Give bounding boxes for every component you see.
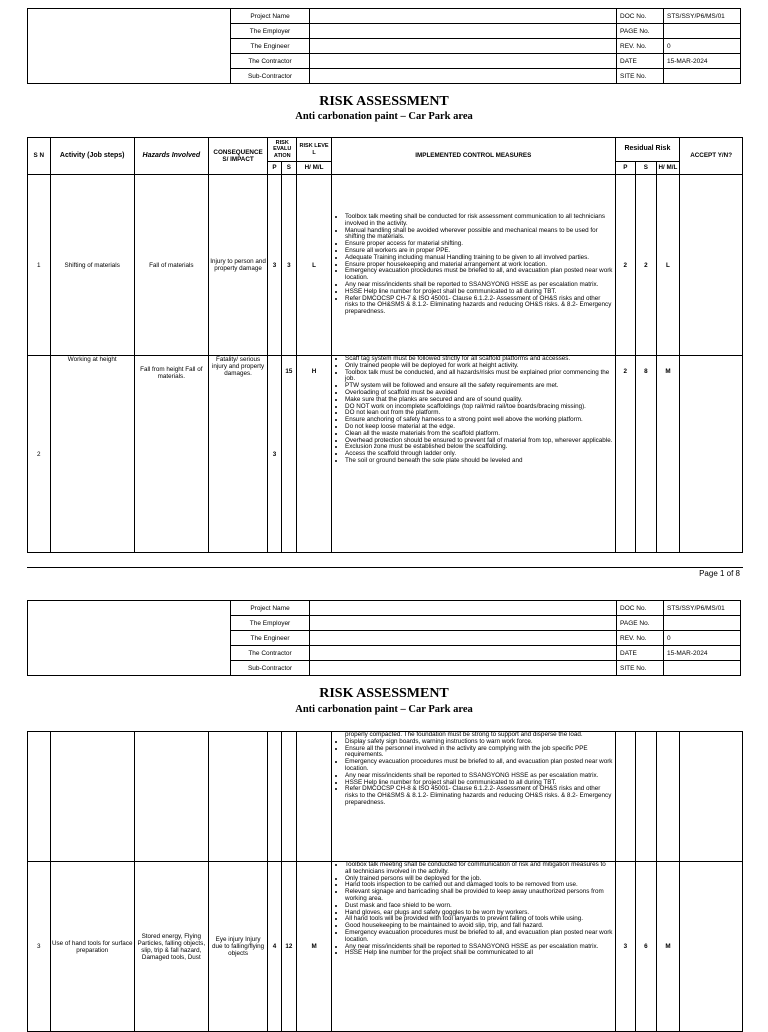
row-p: 4 bbox=[268, 862, 281, 1032]
row-residual-s: 6 bbox=[636, 862, 657, 1032]
col-accept: ACCEPT Y/N? bbox=[680, 138, 743, 175]
control-measure-item: • Only trained people will be deployed for work at height activity. bbox=[345, 363, 614, 370]
page-title: RISK ASSESSMENT bbox=[319, 686, 449, 701]
row-residual-s: 8 bbox=[636, 356, 657, 553]
header-key: SITE No. bbox=[617, 661, 664, 676]
col-hml: H/ M/L bbox=[297, 162, 332, 175]
row-hazards: Fall of materials bbox=[134, 175, 208, 356]
row-controls bbox=[332, 175, 616, 356]
row-accept bbox=[680, 356, 743, 553]
control-measure-item: • Emergency evacuation procedures must be briefed to all, and evacuation plan posted near work location. bbox=[345, 759, 614, 773]
header-value bbox=[310, 616, 617, 631]
row-level: M bbox=[297, 862, 332, 1032]
header-key-value: STS/SSY/P6/MS/01 bbox=[664, 601, 741, 616]
row-residual-p: 2 bbox=[615, 356, 636, 553]
row-residual-level: M bbox=[656, 356, 680, 553]
header-value bbox=[310, 646, 617, 661]
header-key: SITE No. bbox=[617, 69, 664, 84]
row-level: L bbox=[297, 175, 332, 356]
header-value bbox=[310, 69, 617, 84]
col-residual-p: P bbox=[615, 162, 636, 175]
control-measure-item: • HSSE Help line number for the project shall be communicated to all bbox=[345, 950, 614, 957]
row-s: 3 bbox=[281, 175, 296, 356]
row-activity: Use of hand tools for surface preparation bbox=[50, 862, 134, 1032]
row-p: 3 bbox=[268, 175, 281, 356]
risk-assessment-table-continued bbox=[27, 731, 743, 1032]
header-label: The Employer bbox=[231, 24, 310, 39]
col-consequence: CONSEQUENCE S/ IMPACT bbox=[208, 138, 268, 175]
control-measure-item: • All hand tools will be provided with tool lanyards to prevent falling of tools while using. bbox=[345, 916, 614, 923]
header-label: The Employer bbox=[231, 616, 310, 631]
control-measure-item: • Ensure proper access for material shifting. bbox=[345, 241, 614, 248]
control-measure-item: properly compacted. The foundation must be strong to support and disperse the load. bbox=[345, 731, 583, 738]
risk-assessment-table bbox=[27, 137, 743, 553]
header-key-value: 0 bbox=[664, 39, 741, 54]
control-measure-item: • Scaff tag system must be followed strictly for all scaffold platforms and accesses. bbox=[345, 356, 614, 363]
control-measure-item: • Hand gloves, ear plugs and safety goggles to be worn by workers. bbox=[345, 910, 614, 917]
control-measure-item: • HSSE Help line number for project shall be communicated to all during TBT. bbox=[345, 289, 614, 296]
table-row bbox=[28, 175, 743, 356]
logo-area bbox=[28, 9, 231, 84]
control-measure-item: • Manual handling shall be avoided wherever possible and mechanical means to be used for shifting the materials. bbox=[345, 228, 614, 242]
row-level: H bbox=[297, 356, 332, 553]
control-measure-item: • Adequate Training including manual Handling training to be given to all involved parties. bbox=[345, 255, 614, 262]
table-row bbox=[28, 356, 743, 553]
row-residual-s: 2 bbox=[636, 175, 657, 356]
header-value bbox=[310, 631, 617, 646]
col-p: P bbox=[268, 162, 281, 175]
row-consequence: Eye injury Injury due to falling/flying objects bbox=[208, 862, 268, 1032]
col-risk-evaluation: RISK EVALU ATION bbox=[268, 138, 297, 162]
col-residual-s: S bbox=[636, 162, 657, 175]
row-activity: Shifting of materials bbox=[50, 175, 134, 356]
header-key: REV. No. bbox=[617, 39, 664, 54]
header-key: DOC No. bbox=[617, 9, 664, 24]
header-key-value bbox=[664, 69, 741, 84]
page-subtitle: Anti carbonation paint – Car Park area bbox=[295, 111, 473, 122]
row-residual-p: 3 bbox=[615, 862, 636, 1032]
header-key: DOC No. bbox=[617, 601, 664, 616]
col-residual-hml: H/ M/L bbox=[656, 162, 680, 175]
control-measure-item: • Ensure all the personnel involved in the activity are complying with the job specific PPE requirements. bbox=[345, 746, 614, 760]
control-measure-item: • Good housekeeping to be maintained to avoid slip, trip, and fall hazard. bbox=[345, 923, 614, 930]
control-measure-item: • Any near miss/incidents shall be reported to SSANGYONG HSSE as per escalation matrix. bbox=[345, 282, 614, 289]
control-measure-item: • Hand tools inspection to be carried out and damaged tools to be removed from use. bbox=[345, 882, 614, 889]
col-hazards: Hazards Involved bbox=[134, 138, 208, 175]
control-measure-item: • PTW system will be followed and ensure all the safety requirements are met. bbox=[345, 383, 614, 390]
row-controls bbox=[332, 862, 616, 1032]
row-sn: 3 bbox=[28, 862, 51, 1032]
header-key-value bbox=[664, 661, 741, 676]
control-measure-item: • Ensure all workers are in proper PPE. bbox=[345, 248, 614, 255]
control-measure-item: • Toolbox talk meeting shall be conducted for risk assessment communication to all technicians involved in the activity. bbox=[345, 214, 614, 228]
header-row bbox=[28, 601, 741, 616]
row-residual-p: 2 bbox=[615, 175, 636, 356]
col-s: S bbox=[281, 162, 296, 175]
logo-area bbox=[28, 601, 231, 676]
page-title: RISK ASSESSMENT bbox=[319, 94, 449, 109]
page-number: Page 1 of 8 bbox=[699, 569, 740, 578]
control-measure-item: • Any near miss/incidents shall be reported to SSANGYONG HSSE as per escalation matrix. bbox=[345, 773, 614, 780]
header-value bbox=[310, 601, 617, 616]
header-value bbox=[310, 24, 617, 39]
header-key: REV. No. bbox=[617, 631, 664, 646]
control-measure-item: • Make sure that the planks are secured and are of sound quality. bbox=[345, 397, 614, 404]
control-measure-item: • DO NOT work on incomplete scaffoldings (top rail/mid rail/toe boards/bracing missing). bbox=[345, 404, 614, 411]
row-consequence: Injury to person and property damage bbox=[208, 175, 268, 356]
control-measure-item: • Ensure anchoring of safety harness to a strong point well above the working platform. bbox=[345, 417, 614, 424]
control-measure-item: • Refer DMCOCSP CH-7 & ISO 45001- Clause 6.1.2.2- Assessment of OH&S risks and other risks to the OH&SMS & 8.1.2- Eliminating hazards and reducing OH&S risks. & 8.2- Emergency preparedness. bbox=[345, 296, 614, 316]
control-measure-item: • Overloading of scaffold must be avoided bbox=[345, 390, 614, 397]
header-label: Project Name bbox=[231, 601, 310, 616]
page-subtitle: Anti carbonation paint – Car Park area bbox=[295, 704, 473, 715]
col-risk-level: RISK LEVE L bbox=[297, 138, 332, 162]
col-sn: S N bbox=[28, 138, 51, 175]
header-key-value: 0 bbox=[664, 631, 741, 646]
header-row bbox=[28, 9, 741, 24]
row-s: 15 bbox=[281, 356, 296, 553]
control-measure-item: • Toolbox talk meeting shall be conducted for communication of risk and mitigation measures to all technicians involved in the activity. bbox=[345, 862, 614, 876]
row-sn: 1 bbox=[28, 175, 51, 356]
col-activity: Activity (Job steps) bbox=[50, 138, 134, 175]
row-accept bbox=[680, 862, 743, 1032]
header-value bbox=[310, 9, 617, 24]
header-value bbox=[310, 39, 617, 54]
header-value bbox=[310, 54, 617, 69]
col-residual-risk: Residual Risk bbox=[615, 138, 680, 162]
header-key: PAGE No. bbox=[617, 616, 664, 631]
control-measure-item: • DO not lean out from the platform. bbox=[345, 410, 614, 417]
control-measure-item: • Only trained persons will be deployed for the job. bbox=[345, 876, 614, 883]
header-label: Sub-Contractor bbox=[231, 69, 310, 84]
row-residual-level: M bbox=[656, 862, 680, 1032]
row-activity: Working at height bbox=[50, 356, 134, 553]
table-row bbox=[28, 732, 743, 862]
row-hazards: Stored energy, Flying Particles, falling objects, slip, trip & fall hazard, Damaged tools, Dust bbox=[134, 862, 208, 1032]
control-measure-item: • Exclusion zone must be established below the scaffolding. bbox=[345, 444, 614, 451]
row-s: 12 bbox=[281, 862, 296, 1032]
row-controls bbox=[332, 356, 616, 553]
control-measure-item: • Access the scaffold through ladder only. bbox=[345, 451, 614, 458]
row-accept bbox=[680, 175, 743, 356]
document-header-table bbox=[27, 600, 741, 676]
row-consequence: Fatality/ serious injury and property damages. bbox=[208, 356, 268, 553]
page-footer-divider bbox=[27, 567, 743, 568]
row-controls bbox=[332, 732, 616, 862]
header-label: The Contractor bbox=[231, 646, 310, 661]
control-measure-item: • Dust mask and face shield to be worn. bbox=[345, 903, 614, 910]
header-key: DATE bbox=[617, 54, 664, 69]
header-label: The Engineer bbox=[231, 39, 310, 54]
header-label: Sub-Contractor bbox=[231, 661, 310, 676]
control-measure-item: • Refer DMCOCSP CH-8 & ISO 45001- Clause 6.1.2.2- Assessment of OH&S risks and other risks to the OH&SMS & 8.1.2- Eliminating hazards and reducing OH&S risks. & 8.2- Emergency preparedness. bbox=[345, 786, 614, 806]
col-controls: IMPLEMENTED CONTROL MEASURES bbox=[332, 138, 616, 175]
row-p: 3 bbox=[268, 356, 281, 553]
control-measure-item: • Overhead protection should be ensured to prevent fall of material from top, wherever applicable. bbox=[345, 438, 614, 445]
header-key-value bbox=[664, 24, 741, 39]
row-sn: 2 bbox=[28, 356, 51, 553]
header-key-value: 15-MAR-2024 bbox=[664, 54, 741, 69]
control-measure-item: • Relevant signage and barricading shall be provided to keep away unauthorized persons from working area. bbox=[345, 889, 614, 903]
header-key-value: 15-MAR-2024 bbox=[664, 646, 741, 661]
table-row bbox=[28, 862, 743, 1032]
header-key: DATE bbox=[617, 646, 664, 661]
header-key-value bbox=[664, 616, 741, 631]
control-measure-item: • The soil or ground beneath the sole plate should be leveled and bbox=[345, 458, 614, 465]
header-label: Project Name bbox=[231, 9, 310, 24]
control-measure-item: • Toolbox talk must be conducted, and all hazards/risks must be explained prior commencing the job. bbox=[345, 370, 614, 384]
control-measure-item: • Any near miss/incidents shall be reported to SSANGYONG HSSE as per escalation matrix. bbox=[345, 944, 614, 951]
header-label: The Contractor bbox=[231, 54, 310, 69]
header-key-value: STS/SSY/P6/MS/01 bbox=[664, 9, 741, 24]
control-measure-item: • Display safety sign boards, warning instructions to warn work force. bbox=[345, 739, 614, 746]
control-measure-item: • Ensure proper housekeeping and material arrangement at work location. bbox=[345, 262, 614, 269]
header-label: The Engineer bbox=[231, 631, 310, 646]
control-measure-item: • Clean all the waste materials from the scaffold platform. bbox=[345, 431, 614, 438]
document-header-table bbox=[27, 8, 741, 84]
row-hazards: Fall from height Fall of materials. bbox=[134, 356, 208, 553]
control-measure-item: • HSSE Help line number for project shall be communicated to all during TBT. bbox=[345, 780, 614, 787]
row-residual-level: L bbox=[656, 175, 680, 356]
header-key: PAGE No. bbox=[617, 24, 664, 39]
control-measure-item: • Emergency evacuation procedures must be briefed to all, and evacuation plan posted near work location. bbox=[345, 930, 614, 944]
control-measure-item: • Emergency evacuation procedures must be briefed to all, and evacuation plan posted near work location. bbox=[345, 268, 614, 282]
control-measure-item: • Do not keep loose material at the edge. bbox=[345, 424, 614, 431]
header-value bbox=[310, 661, 617, 676]
